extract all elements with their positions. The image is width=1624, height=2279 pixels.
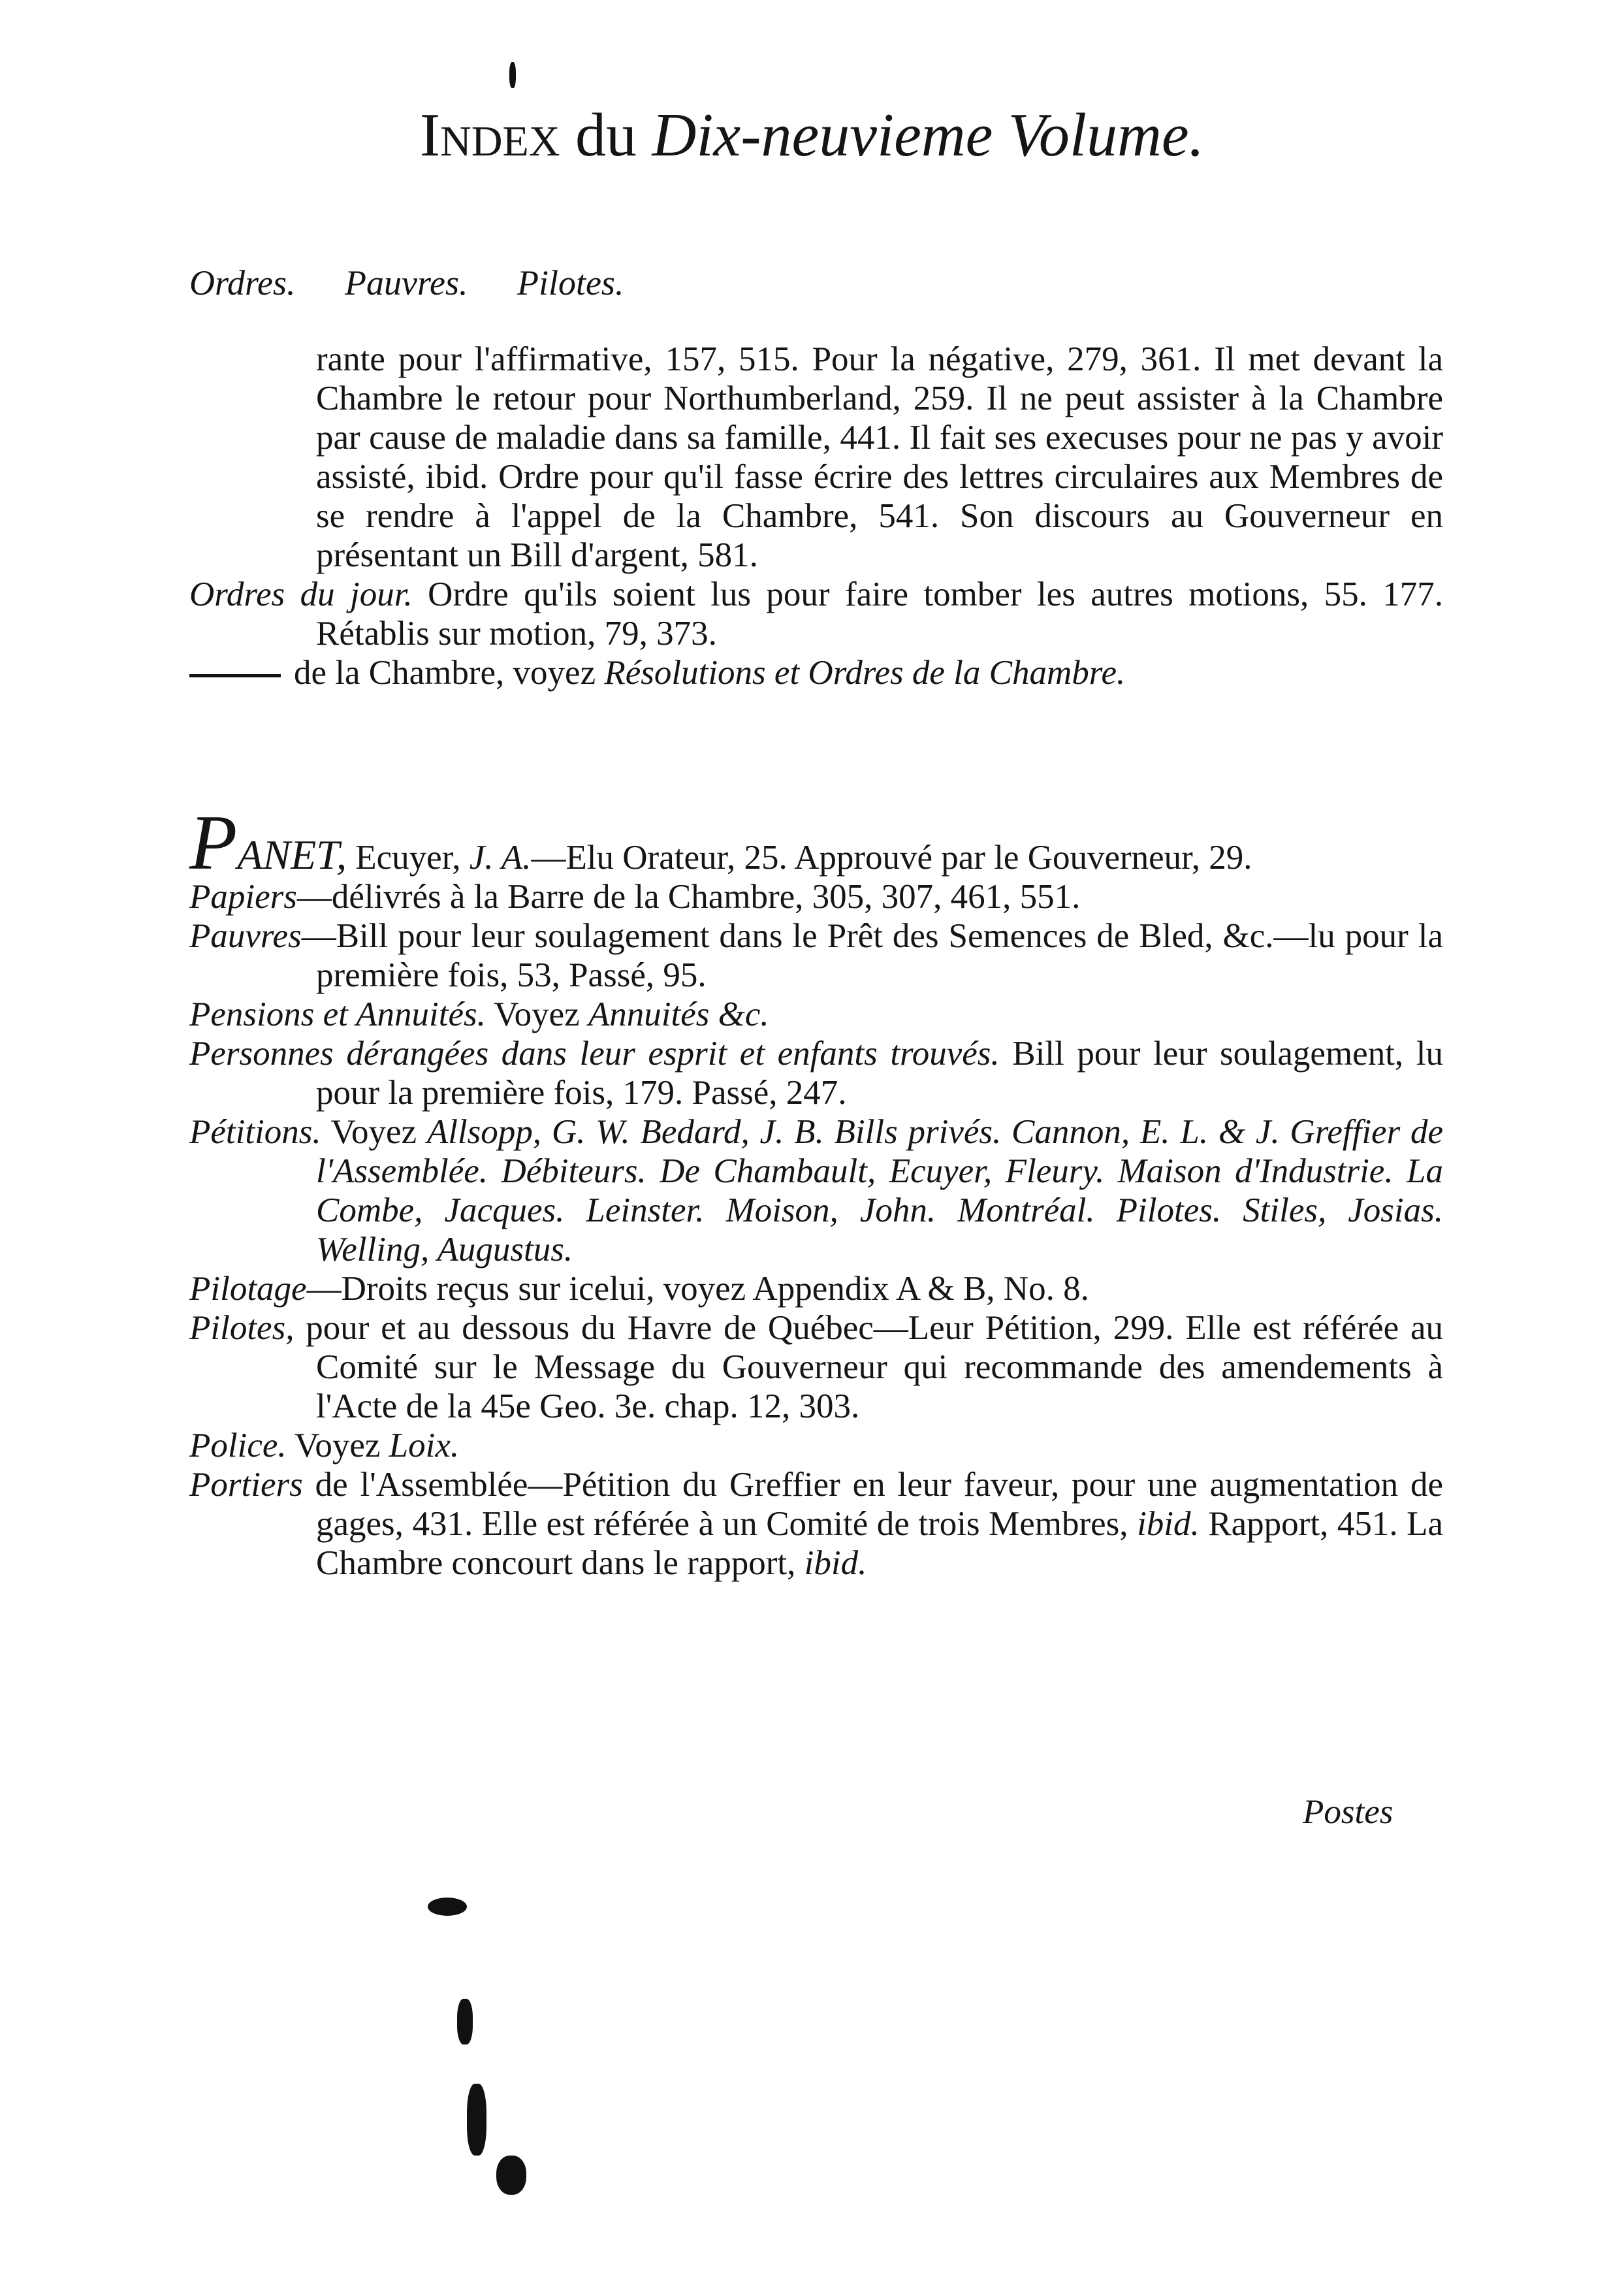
ditto-dash — [189, 674, 281, 677]
continuation-text: rante pour l'affirmative, 157, 515. Pour la négative, 279, 361. Il met devant la Chambre le retour pour Northumberland, 259. Il ne peut assister à la Chambre par cause de maladie dans sa famille, 441. Il fait ses execuses pour ne pas y avoir assisté, ibid. Ordre pour qu'il fasse écrire des lettres circulaires aux Membres de se rendre à l'appel de la Chambre, 541. Son discours au Gouverneur en présentant un Bill d'argent, 581. — [316, 340, 1443, 574]
keyword-police: Police. — [189, 1427, 287, 1464]
keyword-personnes: Personnes dérangées dans leur esprit et enfants trouvés. — [189, 1035, 1000, 1073]
petitions-ref: Allsopp, G. W. Bedard, J. B. Bills privés. Cannon, E. L. & J. Greffier de l'Assemblée. Débiteurs. De Chambault, Ecuyer, Fleury. Maison d'Industrie. La Combe, Jacques. Leinster. Moison, John. Montréal. Pilotes. Stiles, Josias. Welling, Augustus. — [316, 1113, 1444, 1269]
ink-speck — [428, 1898, 467, 1916]
pensions-text: Voyez — [494, 995, 580, 1033]
police-text: Voyez — [294, 1427, 381, 1464]
pensions-ref: Annuités &c. — [588, 995, 769, 1033]
ink-speck — [509, 62, 516, 88]
ordres-du-jour-text: Ordre qu'ils soient lus pour faire tomber les autres motions, 55. 177. Rétablis sur motion, 79, 373. — [316, 575, 1444, 653]
title-volume: Dix-neuvieme Volume. — [652, 101, 1205, 169]
ink-speck — [457, 1999, 473, 2045]
portiers-text-1: de l'Assemblée—Pétition du Greffier en leur faveur, pour une augmentation de gages, 431. Elle est référée à un Comité de trois Membres, — [315, 1466, 1443, 1543]
chambre-ref: Résolutions et Ordres de la Chambre. — [604, 654, 1126, 692]
page-title — [0, 101, 1624, 169]
police-ref: Loix. — [389, 1427, 460, 1464]
keyword-portiers: Portiers — [189, 1466, 303, 1504]
entry-continuation — [189, 340, 1443, 575]
pilotage-text: —Droits reçus sur icelui, voyez Appendix A & B, No. 8. — [306, 1270, 1089, 1308]
entry-papiers — [189, 877, 1443, 916]
entry-petitions — [189, 1112, 1443, 1269]
keyword-ordres-du-jour: Ordres du jour. — [189, 575, 413, 613]
keyword-petitions: Pétitions. — [189, 1113, 321, 1151]
title-du: du — [575, 101, 637, 169]
panet-ecuyer: Ecuyer, — [355, 839, 461, 877]
entry-ordres-du-jour — [189, 575, 1443, 653]
panet-name: ANET, — [237, 832, 347, 878]
ink-speck — [496, 2156, 526, 2195]
entry-police — [189, 1426, 1443, 1465]
entry-pauvres — [189, 916, 1443, 995]
running-head-pauvres: Pauvres. — [345, 263, 468, 302]
petitions-text: Voyez — [330, 1113, 417, 1151]
keyword-pilotage: Pilotage — [189, 1270, 307, 1308]
pauvres-text: —Bill pour leur soulagement dans le Prêt des Semences de Bled, &c.—lu pour la première fois, 53, Passé, 95. — [301, 917, 1443, 994]
entry-portiers — [189, 1465, 1443, 1583]
running-head-ordres: Ordres. — [189, 263, 296, 302]
papiers-text: —délivrés à la Barre de la Chambre, 305, 307, 461, 551. — [296, 878, 1081, 916]
entry-panet — [189, 799, 1443, 886]
keyword-pensions: Pensions et Annuités. — [189, 995, 486, 1033]
dropcap-p: P — [189, 799, 238, 886]
portiers-ibid-2: ibid. — [804, 1544, 867, 1582]
section-ordres — [189, 340, 1443, 692]
panet-initials: J. A. — [469, 839, 532, 877]
entry-pilotes — [189, 1308, 1443, 1426]
portiers-text-2: Rapport, 451. La Chambre concourt dans le rapport, — [316, 1505, 1444, 1582]
section-p — [189, 799, 1444, 1583]
personnes-text: Bill pour leur soulagement, lu pour la première fois, 179. Passé, 247. — [316, 1035, 1443, 1112]
entry-pensions — [189, 995, 1443, 1034]
portiers-ibid-1: ibid. — [1137, 1505, 1200, 1543]
keyword-pilotes: Pilotes, — [189, 1309, 295, 1347]
keyword-papiers: Papiers — [189, 878, 297, 916]
running-head-pilotes: Pilotes. — [517, 263, 624, 302]
keyword-pauvres: Pauvres — [189, 917, 302, 955]
ink-speck — [467, 2084, 486, 2156]
entry-pilotage — [189, 1269, 1443, 1308]
entry-ordres-chambre — [189, 653, 1443, 692]
panet-text: —Elu Orateur, 25. Approuvé par le Gouverneur, 29. — [531, 839, 1252, 877]
pilotes-text: pour et au dessous du Havre de Québec—Leur Pétition, 299. Elle est référée au Comité sur le Message du Gouverneur qui recommande des amendements à l'Acte de la 45e Geo. 3e. chap. 12, 303. — [306, 1309, 1444, 1425]
entry-personnes — [189, 1034, 1443, 1112]
catchword: Postes — [1303, 1793, 1393, 1831]
chambre-text: de la Chambre, voyez — [294, 654, 596, 692]
running-heads — [189, 263, 664, 303]
title-index: Index — [419, 101, 560, 169]
